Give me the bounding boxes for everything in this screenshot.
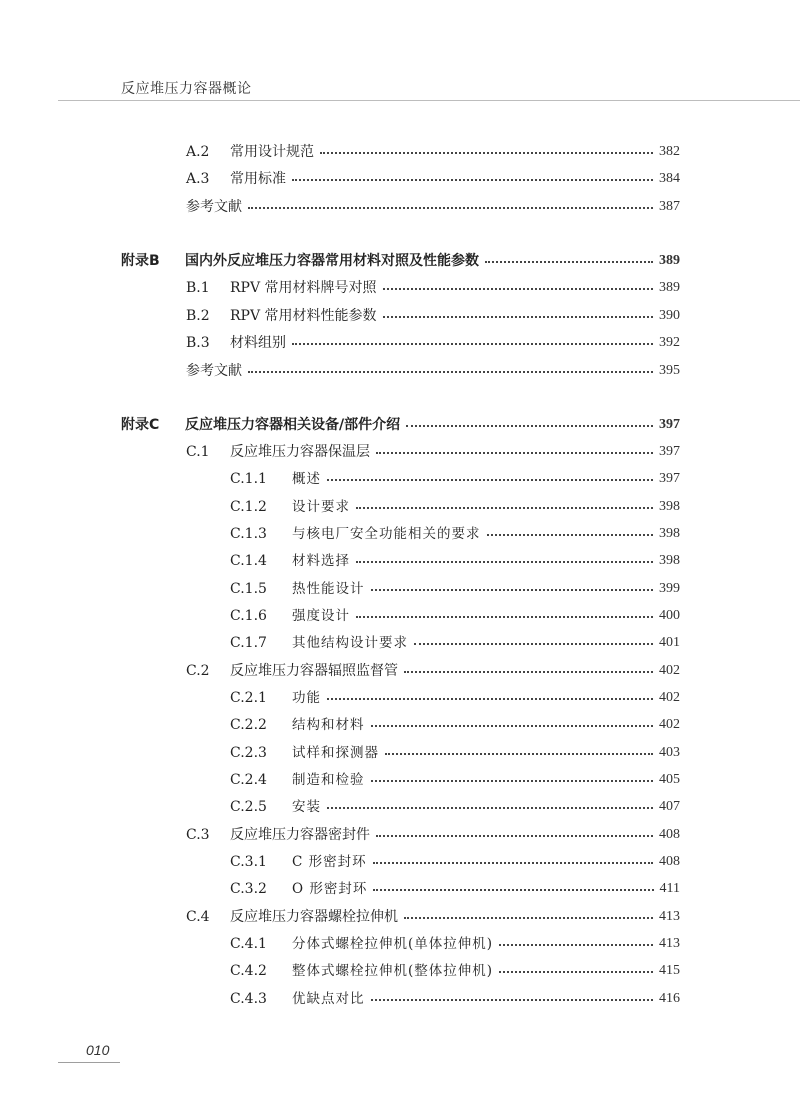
dot-leader	[327, 698, 653, 700]
toc-entry-title: 热性能设计	[292, 581, 365, 597]
toc-entry-number: C.2.1	[230, 690, 267, 706]
toc-entry-number: C.3.1	[230, 854, 267, 870]
toc-entry-number: C.2.4	[230, 772, 267, 788]
dot-leader	[406, 425, 653, 427]
toc-entry-page: 384	[659, 171, 680, 186]
toc-subentry[interactable]	[230, 767, 680, 793]
toc-entry-page: 415	[659, 963, 680, 978]
toc-entry-title: 反应堆压力容器螺栓拉伸机	[230, 909, 398, 925]
toc-entry[interactable]	[186, 275, 680, 301]
dot-leader	[248, 207, 653, 209]
dot-leader	[356, 561, 653, 563]
toc-entry-page: 389	[659, 253, 680, 268]
toc-entry-title: 概述	[292, 471, 321, 487]
toc-entry-number: C.3.2	[230, 881, 267, 897]
toc-entry-title: 分体式螺栓拉伸机(单体拉伸机)	[292, 936, 494, 952]
toc-subentry[interactable]	[230, 794, 680, 820]
toc-entry-title: 功能	[292, 690, 321, 706]
toc-entry-page: 407	[659, 799, 680, 814]
toc-subentry[interactable]	[230, 876, 680, 902]
toc-entry-number: C.4.1	[230, 936, 267, 952]
toc-entry[interactable]	[186, 658, 680, 684]
toc-entry-number: C.2	[186, 663, 210, 679]
toc-entry-title: 反应堆压力容器保温层	[230, 444, 370, 460]
dot-leader	[248, 371, 653, 373]
dot-leader	[371, 780, 654, 782]
toc-entry-number: C.1.4	[230, 553, 267, 569]
toc-entry-title: 参考文献	[186, 363, 242, 379]
toc-entry[interactable]	[186, 358, 680, 384]
toc-entry-page: 411	[659, 881, 680, 896]
header-rule	[58, 100, 800, 101]
toc-entry[interactable]	[186, 139, 680, 165]
toc-entry-title: 制造和检验	[292, 772, 365, 788]
toc-entry-page: 402	[659, 690, 680, 705]
toc-entry-title: 反应堆压力容器辐照监督管	[230, 663, 398, 679]
dot-leader	[499, 944, 653, 946]
toc-entry-page: 408	[659, 827, 680, 842]
toc-entry-number: C.1.1	[230, 471, 267, 487]
dot-leader	[371, 589, 654, 591]
dot-leader	[404, 917, 653, 919]
toc-entry-title: 反应堆压力容器相关设备/部件介绍	[185, 417, 401, 433]
toc-entry-number: 附录C	[121, 417, 160, 433]
dot-leader	[487, 534, 654, 536]
toc-entry-title: RPV 常用材料性能参数	[230, 308, 377, 324]
toc-entry-page: 400	[659, 608, 680, 623]
toc-entry-title: 设计要求	[292, 499, 350, 515]
toc-subentry[interactable]	[230, 685, 680, 711]
toc-entry-number: 附录B	[121, 253, 160, 269]
toc-entry-page: 397	[659, 417, 680, 432]
toc-subentry[interactable]	[230, 849, 680, 875]
dot-leader	[376, 452, 653, 454]
toc-entry-title: 其他结构设计要求	[292, 635, 408, 651]
toc-subentry[interactable]	[230, 931, 680, 957]
toc-entry-number: B.3	[186, 335, 210, 351]
toc-entry-title: 参考文献	[186, 199, 242, 215]
toc-appendix-entry[interactable]	[121, 412, 680, 438]
toc-entry-title: 常用标准	[230, 171, 286, 187]
toc-entry[interactable]	[186, 439, 680, 465]
dot-leader	[371, 725, 654, 727]
toc-entry[interactable]	[186, 303, 680, 329]
toc-entry-number: C.1	[186, 444, 210, 460]
dot-leader	[385, 753, 653, 755]
toc-entry[interactable]	[186, 194, 680, 220]
toc-subentry[interactable]	[230, 712, 680, 738]
toc-entry-title: O 形密封环	[292, 881, 368, 897]
toc-entry-page: 416	[659, 991, 680, 1006]
dot-leader	[383, 316, 653, 318]
toc-entry-title: 反应堆压力容器密封件	[230, 827, 370, 843]
toc-entry-number: C.4.3	[230, 991, 267, 1007]
toc-subentry[interactable]	[230, 576, 680, 602]
toc-subentry[interactable]	[230, 548, 680, 574]
dot-leader	[499, 971, 653, 973]
dot-leader	[485, 261, 653, 263]
dot-leader	[356, 616, 653, 618]
toc-entry-page: 401	[659, 635, 680, 650]
toc-appendix-entry[interactable]	[121, 248, 680, 274]
toc-subentry[interactable]	[230, 521, 680, 547]
toc-entry-page: 402	[659, 717, 680, 732]
dot-leader	[404, 671, 653, 673]
dot-leader	[292, 179, 653, 181]
toc-entry-page: 397	[659, 471, 680, 486]
toc-entry-title: 材料选择	[292, 553, 350, 569]
toc-entry-page: 397	[659, 444, 680, 459]
toc-entry-number: A.2	[186, 144, 210, 160]
toc-entry-number: B.2	[186, 308, 210, 324]
toc-entry-page: 398	[659, 553, 680, 568]
dot-leader	[383, 288, 653, 290]
toc-entry-number: C.2.3	[230, 745, 267, 761]
dot-leader	[414, 643, 653, 645]
toc-entry-title: 结构和材料	[292, 717, 365, 733]
toc-entry[interactable]	[186, 330, 680, 356]
toc-subentry[interactable]	[230, 630, 680, 656]
toc-entry-title: RPV 常用材料牌号对照	[230, 280, 377, 296]
toc-entry[interactable]	[186, 166, 680, 192]
running-header-title: 反应堆压力容器概论	[121, 81, 252, 97]
dot-leader	[376, 835, 653, 837]
toc-entry-page: 405	[659, 772, 680, 787]
toc-entry-number: C.4	[186, 909, 210, 925]
toc-entry-page: 413	[659, 909, 680, 924]
toc-entry-page: 395	[659, 363, 680, 378]
toc-entry-page: 390	[659, 308, 680, 323]
dot-leader	[327, 479, 653, 481]
toc-entry-number: C.2.5	[230, 799, 267, 815]
toc-entry[interactable]	[186, 904, 680, 930]
toc-entry-title: 优缺点对比	[292, 991, 365, 1007]
toc-entry-title: 常用设计规范	[230, 144, 314, 160]
toc-entry-page: 402	[659, 663, 680, 678]
dot-leader	[373, 862, 653, 864]
toc-entry-title: 试样和探测器	[292, 745, 379, 761]
footer-rule	[58, 1062, 120, 1063]
toc-entry-page: 408	[659, 854, 680, 869]
dot-leader	[292, 343, 653, 345]
toc-subentry[interactable]	[230, 494, 680, 520]
toc-entry-number: C.4.2	[230, 963, 267, 979]
dot-leader	[327, 807, 653, 809]
dot-leader	[356, 507, 653, 509]
toc-entry-page: 398	[659, 526, 680, 541]
dot-leader	[371, 999, 654, 1001]
toc-subentry[interactable]	[230, 986, 680, 1012]
toc-subentry[interactable]	[230, 958, 680, 984]
toc-entry-number: A.3	[186, 171, 210, 187]
toc-entry-number: C.1.7	[230, 635, 267, 651]
toc-entry-page: 387	[659, 199, 680, 214]
toc-entry-page: 413	[659, 936, 680, 951]
toc-entry-title: 安装	[292, 799, 321, 815]
toc-entry-title: 整体式螺栓拉伸机(整体拉伸机)	[292, 963, 494, 979]
toc-entry-title: 材料组别	[230, 335, 286, 351]
toc-subentry[interactable]	[230, 740, 680, 766]
toc-entry-number: C.3	[186, 827, 210, 843]
toc-entry-page: 389	[659, 280, 680, 295]
toc-subentry[interactable]	[230, 466, 680, 492]
toc-entry-number: C.1.2	[230, 499, 267, 515]
toc-entry-number: C.1.6	[230, 608, 267, 624]
toc-entry-title: C 形密封环	[292, 854, 367, 870]
toc-entry-page: 382	[659, 144, 680, 159]
toc-entry-number: B.1	[186, 280, 210, 296]
toc-entry-title: 国内外反应堆压力容器常用材料对照及性能参数	[185, 253, 479, 269]
toc-entry-number: C.2.2	[230, 717, 267, 733]
toc-entry-title: 与核电厂安全功能相关的要求	[292, 526, 481, 542]
toc-entry-number: C.1.3	[230, 526, 267, 542]
page-number: 010	[86, 1042, 110, 1058]
toc-entry-title: 强度设计	[292, 608, 350, 624]
toc-subentry[interactable]	[230, 603, 680, 629]
dot-leader	[320, 152, 653, 154]
toc-entry-page: 392	[659, 335, 680, 350]
toc-entry-page: 399	[659, 581, 680, 596]
toc-entry-number: C.1.5	[230, 581, 267, 597]
toc-entry-page: 403	[659, 745, 680, 760]
toc-entry[interactable]	[186, 822, 680, 848]
toc-entry-page: 398	[659, 499, 680, 514]
dot-leader	[373, 889, 653, 891]
